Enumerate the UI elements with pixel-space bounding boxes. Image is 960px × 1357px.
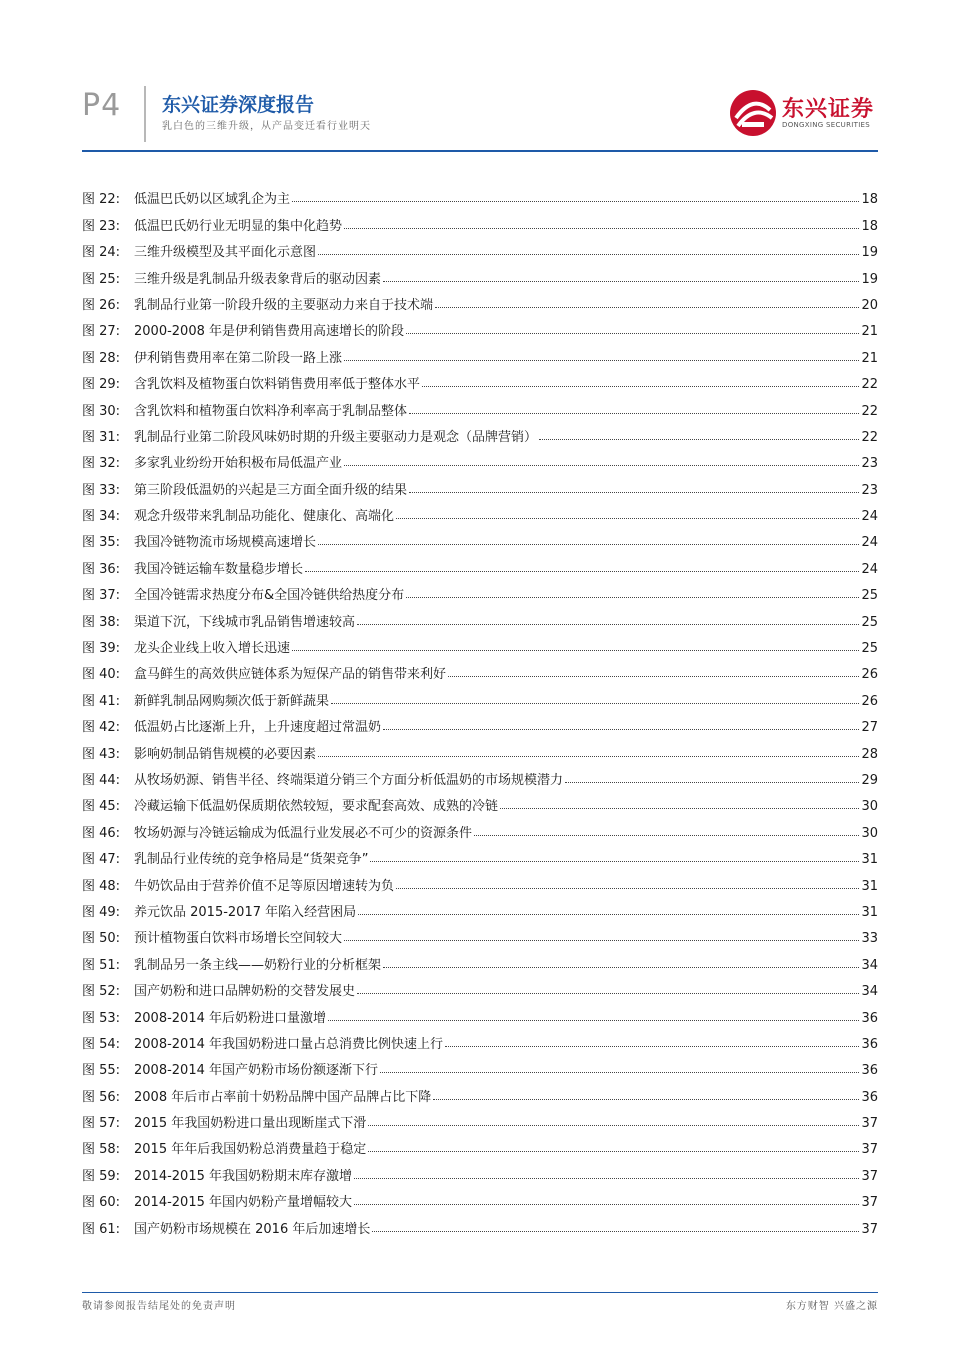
toc-leader-dots	[357, 623, 859, 625]
toc-entry-title: 影响奶制品销售规模的必要因素	[134, 746, 317, 762]
toc-entry-label	[82, 875, 394, 894]
toc-entry-title: 三维升级模型及其平面化示意图	[134, 245, 317, 261]
toc-entry-title: 多家乳业纷纷开始积极布局低温产业	[134, 456, 343, 472]
toc-entry-page: 24	[861, 561, 878, 577]
toc-entry-page: 37	[861, 1116, 878, 1132]
toc-entry-page: 19	[861, 271, 878, 287]
toc-entry-number: 图 36:	[82, 561, 121, 577]
report-subtitle: 乳白色的三维升级，从产品变迁看行业明天	[162, 121, 371, 132]
toc-entry[interactable]	[82, 260, 878, 286]
toc-entry-title: 2015 年年后我国奶粉总消费量趋于稳定	[134, 1142, 367, 1158]
toc-entry-page: 28	[861, 746, 878, 762]
toc-entry-title: 养元饮品 2015-2017 年陷入经营困局	[134, 904, 357, 920]
toc-entry-label	[82, 901, 356, 920]
toc-entry-page: 24	[861, 509, 878, 525]
toc-entry-label	[82, 954, 381, 973]
toc-entry[interactable]	[82, 339, 878, 365]
toc-entry-label	[82, 690, 329, 709]
toc-entry-number: 图 47:	[82, 852, 121, 868]
toc-entry-label	[82, 373, 420, 392]
toc-leader-dots	[368, 1124, 859, 1126]
toc-entry-title: 第三阶段低温奶的兴起是三方面全面升级的结果	[134, 482, 408, 498]
toc-entry-title: 全国冷链需求热度分布&全国冷链供给热度分布	[134, 588, 405, 604]
toc-entry-number: 图 52:	[82, 984, 121, 1000]
toc-entry-number: 图 28:	[82, 350, 121, 366]
toc-entry-number: 图 42:	[82, 720, 121, 736]
toc-entry-title: 2008-2014 年后奶粉进口量激增	[134, 1010, 326, 1026]
toc-entry-label	[82, 188, 290, 207]
toc-entry-page: 37	[861, 1195, 878, 1211]
toc-entry-page: 36	[861, 1089, 878, 1105]
toc-entry-page: 31	[861, 852, 878, 868]
toc-entry-title: 含乳饮料和植物蛋白饮料净利率高于乳制品整体	[134, 403, 408, 419]
toc-entry-label	[82, 1033, 443, 1052]
toc-entry[interactable]	[82, 973, 878, 999]
toc-entry-title: 2000-2008 年是伊利销售费用高速增长的阶段	[134, 324, 404, 340]
toc-entry-number: 图 25:	[82, 271, 121, 287]
toc-entry-page: 23	[861, 482, 878, 498]
toc-leader-dots	[383, 280, 859, 282]
footer-disclaimer: 敬请参阅报告结尾处的免责声明	[82, 1301, 236, 1312]
toc-leader-dots	[433, 1098, 859, 1100]
logo-text-en: DONGXING SECURITIES	[782, 121, 871, 129]
toc-entry-title: 伊利销售费用率在第二阶段一路上涨	[134, 350, 343, 366]
toc-entry-label	[82, 294, 433, 313]
toc-leader-dots	[383, 966, 859, 968]
toc-entry-page: 37	[861, 1142, 878, 1158]
toc-entry[interactable]	[82, 946, 878, 972]
toc-entry-page: 33	[861, 931, 878, 947]
toc-entry[interactable]	[82, 814, 878, 840]
toc-entry-page: 18	[861, 192, 878, 208]
toc-entry-title: 渠道下沉，下线城市乳品销售增速较高	[134, 614, 356, 630]
toc-entry-label	[82, 663, 446, 682]
toc-entry[interactable]	[82, 920, 878, 946]
toc-entry-page: 22	[861, 403, 878, 419]
toc-leader-dots	[565, 781, 859, 783]
toc-entry-label	[82, 1218, 370, 1237]
toc-entry-number: 图 56:	[82, 1089, 121, 1105]
toc-entry-page: 26	[861, 693, 878, 709]
toc-entry-title: 2008-2014 年国产奶粉市场份额逐渐下行	[134, 1063, 378, 1079]
toc-entry[interactable]	[82, 287, 878, 313]
toc-entry-page: 29	[861, 772, 878, 788]
toc-entry-number: 图 33:	[82, 482, 121, 498]
toc-entry-number: 图 51:	[82, 957, 121, 973]
toc-entry[interactable]	[82, 788, 878, 814]
header-rule	[82, 150, 878, 152]
logo-text-cn: 东兴证券	[782, 97, 875, 122]
toc-entry-number: 图 29:	[82, 377, 121, 393]
toc-entry-label	[82, 1191, 352, 1210]
toc-entry-label	[82, 611, 355, 630]
toc-entry-number: 图 39:	[82, 641, 121, 657]
toc-entry-number: 图 30:	[82, 403, 121, 419]
toc-entry-label	[82, 848, 368, 867]
toc-entry[interactable]	[82, 524, 878, 550]
toc-entry-page: 23	[861, 456, 878, 472]
header-divider	[144, 86, 146, 142]
toc-entry-label	[82, 215, 342, 234]
toc-entry-number: 图 59:	[82, 1168, 121, 1184]
toc-entry-label	[82, 505, 394, 524]
toc-entry-label	[82, 400, 407, 419]
toc-entry-title: 龙头企业线上收入增长迅速	[134, 641, 291, 657]
toc-entry[interactable]	[82, 234, 878, 260]
toc-entry-label	[82, 426, 537, 445]
toc-entry[interactable]	[82, 550, 878, 576]
toc-entry-title: 预计植物蛋白饮料市场增长空间较大	[134, 931, 343, 947]
toc-entry-title: 冷藏运输下低温奶保质期依然较短，要求配套高效、成熟的冷链	[134, 799, 499, 815]
toc-entry-page: 36	[861, 1063, 878, 1079]
toc-leader-dots	[344, 359, 859, 361]
toc-entry-title: 我国冷链运输车数量稳步增长	[134, 561, 304, 577]
toc-entry[interactable]	[82, 999, 878, 1025]
toc-entry-page: 36	[861, 1036, 878, 1052]
toc-entry-label	[82, 558, 303, 577]
toc-entry-page: 22	[861, 429, 878, 445]
toc-leader-dots	[383, 728, 859, 730]
toc-entry-number: 图 41:	[82, 693, 121, 709]
toc-entry-title: 观念升级带来乳制品功能化、健康化、高端化	[134, 509, 395, 525]
toc-entry-label	[82, 241, 316, 260]
toc-entry-page: 25	[861, 588, 878, 604]
toc-entry-label	[82, 1138, 366, 1157]
toc-entry[interactable]	[82, 1210, 878, 1236]
toc-leader-dots	[409, 491, 859, 493]
toc-entry[interactable]	[82, 181, 878, 207]
toc-entry-number: 图 24:	[82, 245, 121, 261]
toc-entry[interactable]	[82, 419, 878, 445]
toc-leader-dots	[409, 412, 859, 414]
toc-entry-label	[82, 927, 342, 946]
page-number: P4	[82, 88, 122, 123]
company-logo	[728, 88, 888, 138]
toc-entry[interactable]	[82, 709, 878, 735]
toc-leader-dots	[445, 1045, 859, 1047]
toc-entry-page: 37	[861, 1221, 878, 1237]
toc-leader-dots	[328, 1019, 859, 1021]
toc-entry[interactable]	[82, 841, 878, 867]
toc-entry-page: 21	[861, 324, 878, 340]
toc-entry[interactable]	[82, 471, 878, 497]
toc-entry-number: 图 48:	[82, 878, 121, 894]
toc-entry-number: 图 58:	[82, 1142, 121, 1158]
toc-entry-number: 图 60:	[82, 1195, 121, 1211]
toc-entry[interactable]	[82, 1157, 878, 1183]
toc-entry-title: 低温巴氏奶行业无明显的集中化趋势	[134, 218, 343, 234]
toc-entry-number: 图 53:	[82, 1010, 121, 1026]
toc-entry-number: 图 45:	[82, 799, 121, 815]
toc-leader-dots	[344, 939, 859, 941]
logo-mark-icon	[728, 88, 778, 138]
toc-leader-dots	[448, 675, 859, 677]
figure-list	[82, 181, 878, 1237]
toc-entry[interactable]	[82, 366, 878, 392]
toc-entry-title: 牧场奶源与冷链运输成为低温行业发展必不可少的资源条件	[134, 825, 473, 841]
toc-leader-dots	[474, 834, 859, 836]
toc-entry-number: 图 49:	[82, 904, 121, 920]
toc-entry-title: 乳制品行业传统的竞争格局是“货架竞争”	[134, 852, 369, 868]
toc-entry-title: 从牧场奶源、销售半径、终端渠道分销三个方面分析低温奶的市场规模潜力	[134, 772, 564, 788]
toc-entry-label	[82, 584, 404, 603]
footer-rule	[82, 1292, 878, 1293]
toc-entry-title: 我国冷链物流市场规模高速增长	[134, 535, 317, 551]
toc-entry-label	[82, 637, 290, 656]
toc-leader-dots	[357, 992, 859, 994]
toc-entry[interactable]	[82, 656, 878, 682]
toc-entry-title: 盒马鲜生的高效供应链体系为短保产品的销售带来利好	[134, 667, 447, 683]
toc-entry-number: 图 61:	[82, 1221, 121, 1237]
toc-leader-dots	[292, 200, 859, 202]
toc-entry[interactable]	[82, 392, 878, 418]
toc-leader-dots	[331, 702, 859, 704]
toc-entry[interactable]	[82, 445, 878, 471]
toc-entry[interactable]	[82, 735, 878, 761]
toc-entry-number: 图 37:	[82, 588, 121, 604]
toc-leader-dots	[500, 807, 859, 809]
toc-entry[interactable]	[82, 894, 878, 920]
toc-leader-dots	[354, 1177, 859, 1179]
toc-entry-page: 26	[861, 667, 878, 683]
toc-entry-number: 图 54:	[82, 1036, 121, 1052]
toc-entry-title: 低温奶占比逐渐上升，上升速度超过常温奶	[134, 720, 382, 736]
toc-entry-page: 30	[861, 825, 878, 841]
toc-entry-number: 图 40:	[82, 667, 121, 683]
toc-entry[interactable]	[82, 207, 878, 233]
toc-entry-number: 图 27:	[82, 324, 121, 340]
toc-entry-title: 2014-2015 年我国奶粉期末库存激增	[134, 1168, 352, 1184]
toc-entry[interactable]	[82, 762, 878, 788]
toc-entry-page: 34	[861, 957, 878, 973]
toc-entry-title: 国产奶粉市场规模在 2016 年后加速增长	[134, 1221, 371, 1237]
toc-leader-dots	[358, 913, 859, 915]
toc-entry-number: 图 34:	[82, 509, 121, 525]
toc-entry-number: 图 38:	[82, 614, 121, 630]
toc-entry-number: 图 23:	[82, 218, 121, 234]
toc-entry-title: 含乳饮料及植物蛋白饮料销售费用率低于整体水平	[134, 377, 421, 393]
toc-entry-page: 31	[861, 904, 878, 920]
toc-leader-dots	[539, 438, 859, 440]
toc-entry-page: 18	[861, 218, 878, 234]
toc-entry[interactable]	[82, 682, 878, 708]
toc-entry-page: 31	[861, 878, 878, 894]
toc-entry-label	[82, 1165, 352, 1184]
toc-leader-dots	[435, 306, 859, 308]
toc-entry-label	[82, 1086, 431, 1105]
toc-entry[interactable]	[82, 1026, 878, 1052]
toc-entry[interactable]	[82, 1078, 878, 1104]
toc-entry-page: 24	[861, 535, 878, 551]
toc-entry-page: 25	[861, 641, 878, 657]
toc-entry-label	[82, 479, 407, 498]
toc-entry-label	[82, 268, 381, 287]
toc-entry-page: 25	[861, 614, 878, 630]
toc-leader-dots	[396, 517, 859, 519]
toc-entry-label	[82, 320, 404, 339]
toc-entry-label	[82, 1059, 378, 1078]
report-title: 东兴证券深度报告	[162, 94, 315, 116]
toc-entry-page: 30	[861, 799, 878, 815]
toc-entry-page: 21	[861, 350, 878, 366]
toc-entry-number: 图 55:	[82, 1063, 121, 1079]
toc-entry-title: 三维升级是乳制品升级表象背后的驱动因素	[134, 271, 382, 287]
toc-leader-dots	[354, 1203, 859, 1205]
toc-entry-title: 低温巴氏奶以区域乳企为主	[134, 192, 291, 208]
toc-entry-label	[82, 769, 563, 788]
toc-entry-label	[82, 1112, 366, 1131]
toc-entry[interactable]	[82, 867, 878, 893]
toc-entry-label	[82, 980, 355, 999]
toc-leader-dots	[406, 596, 859, 598]
toc-leader-dots	[318, 543, 859, 545]
toc-entry-number: 图 22:	[82, 192, 121, 208]
toc-entry-page: 36	[861, 1010, 878, 1026]
toc-leader-dots	[292, 649, 859, 651]
toc-entry[interactable]	[82, 1184, 878, 1210]
toc-entry-page: 27	[861, 720, 878, 736]
toc-leader-dots	[422, 385, 859, 387]
toc-entry-label	[82, 716, 381, 735]
toc-leader-dots	[372, 1230, 859, 1232]
toc-entry[interactable]	[82, 1105, 878, 1131]
toc-entry-title: 2014-2015 年国内奶粉产量增幅较大	[134, 1195, 352, 1211]
toc-leader-dots	[344, 227, 859, 229]
toc-entry-number: 图 35:	[82, 535, 121, 551]
toc-entry-title: 乳制品行业第一阶段升级的主要驱动力来自于技术端	[134, 297, 434, 313]
toc-entry-title: 2008-2014 年我国奶粉进口量占总消费比例快速上行	[134, 1036, 443, 1052]
toc-entry-page: 20	[861, 297, 878, 313]
toc-entry[interactable]	[82, 577, 878, 603]
toc-entry-label	[82, 795, 498, 814]
toc-entry[interactable]	[82, 1052, 878, 1078]
toc-entry[interactable]	[82, 313, 878, 339]
toc-entry-label	[82, 531, 316, 550]
toc-entry-label	[82, 743, 316, 762]
toc-entry-page: 22	[861, 377, 878, 393]
toc-leader-dots	[406, 332, 859, 334]
toc-entry[interactable]	[82, 498, 878, 524]
toc-entry-title: 国产奶粉和进口品牌奶粉的交替发展史	[134, 984, 356, 1000]
toc-leader-dots	[370, 860, 859, 862]
toc-entry-label	[82, 822, 472, 841]
toc-entry-page: 19	[861, 245, 878, 261]
toc-leader-dots	[344, 464, 859, 466]
toc-leader-dots	[380, 1071, 859, 1073]
toc-entry[interactable]	[82, 630, 878, 656]
toc-entry-label	[82, 347, 342, 366]
footer-slogan: 东方财智 兴盛之源	[785, 1301, 878, 1312]
toc-entry-number: 图 46:	[82, 825, 121, 841]
toc-entry-title: 2008 年后市占率前十奶粉品牌中国产品牌占比下降	[134, 1089, 432, 1105]
toc-entry-number: 图 57:	[82, 1116, 121, 1132]
toc-entry-number: 图 50:	[82, 931, 121, 947]
toc-leader-dots	[396, 887, 859, 889]
toc-entry[interactable]	[82, 603, 878, 629]
toc-entry-title: 牛奶饮品由于营养价值不足等原因增速转为负	[134, 878, 395, 894]
toc-entry-number: 图 44:	[82, 772, 121, 788]
toc-entry-number: 图 31:	[82, 429, 121, 445]
toc-entry-page: 37	[861, 1168, 878, 1184]
toc-entry-page: 34	[861, 984, 878, 1000]
toc-leader-dots	[318, 253, 859, 255]
toc-entry-title: 乳制品行业第二阶段风味奶时期的升级主要驱动力是观念（品牌营销）	[134, 429, 538, 445]
toc-entry-title: 乳制品另一条主线——奶粉行业的分析框架	[134, 957, 382, 973]
toc-leader-dots	[318, 755, 859, 757]
toc-entry-number: 图 32:	[82, 456, 121, 472]
toc-entry[interactable]	[82, 1131, 878, 1157]
toc-entry-title: 2015 年我国奶粉进口量出现断崖式下滑	[134, 1116, 367, 1132]
toc-leader-dots	[305, 570, 859, 572]
toc-entry-number: 图 43:	[82, 746, 121, 762]
toc-entry-label	[82, 1007, 326, 1026]
toc-entry-number: 图 26:	[82, 297, 121, 313]
toc-entry-title: 新鲜乳制品网购频次低于新鲜蔬果	[134, 693, 330, 709]
page-header	[0, 0, 960, 160]
toc-entry-label	[82, 452, 342, 471]
toc-leader-dots	[368, 1150, 859, 1152]
